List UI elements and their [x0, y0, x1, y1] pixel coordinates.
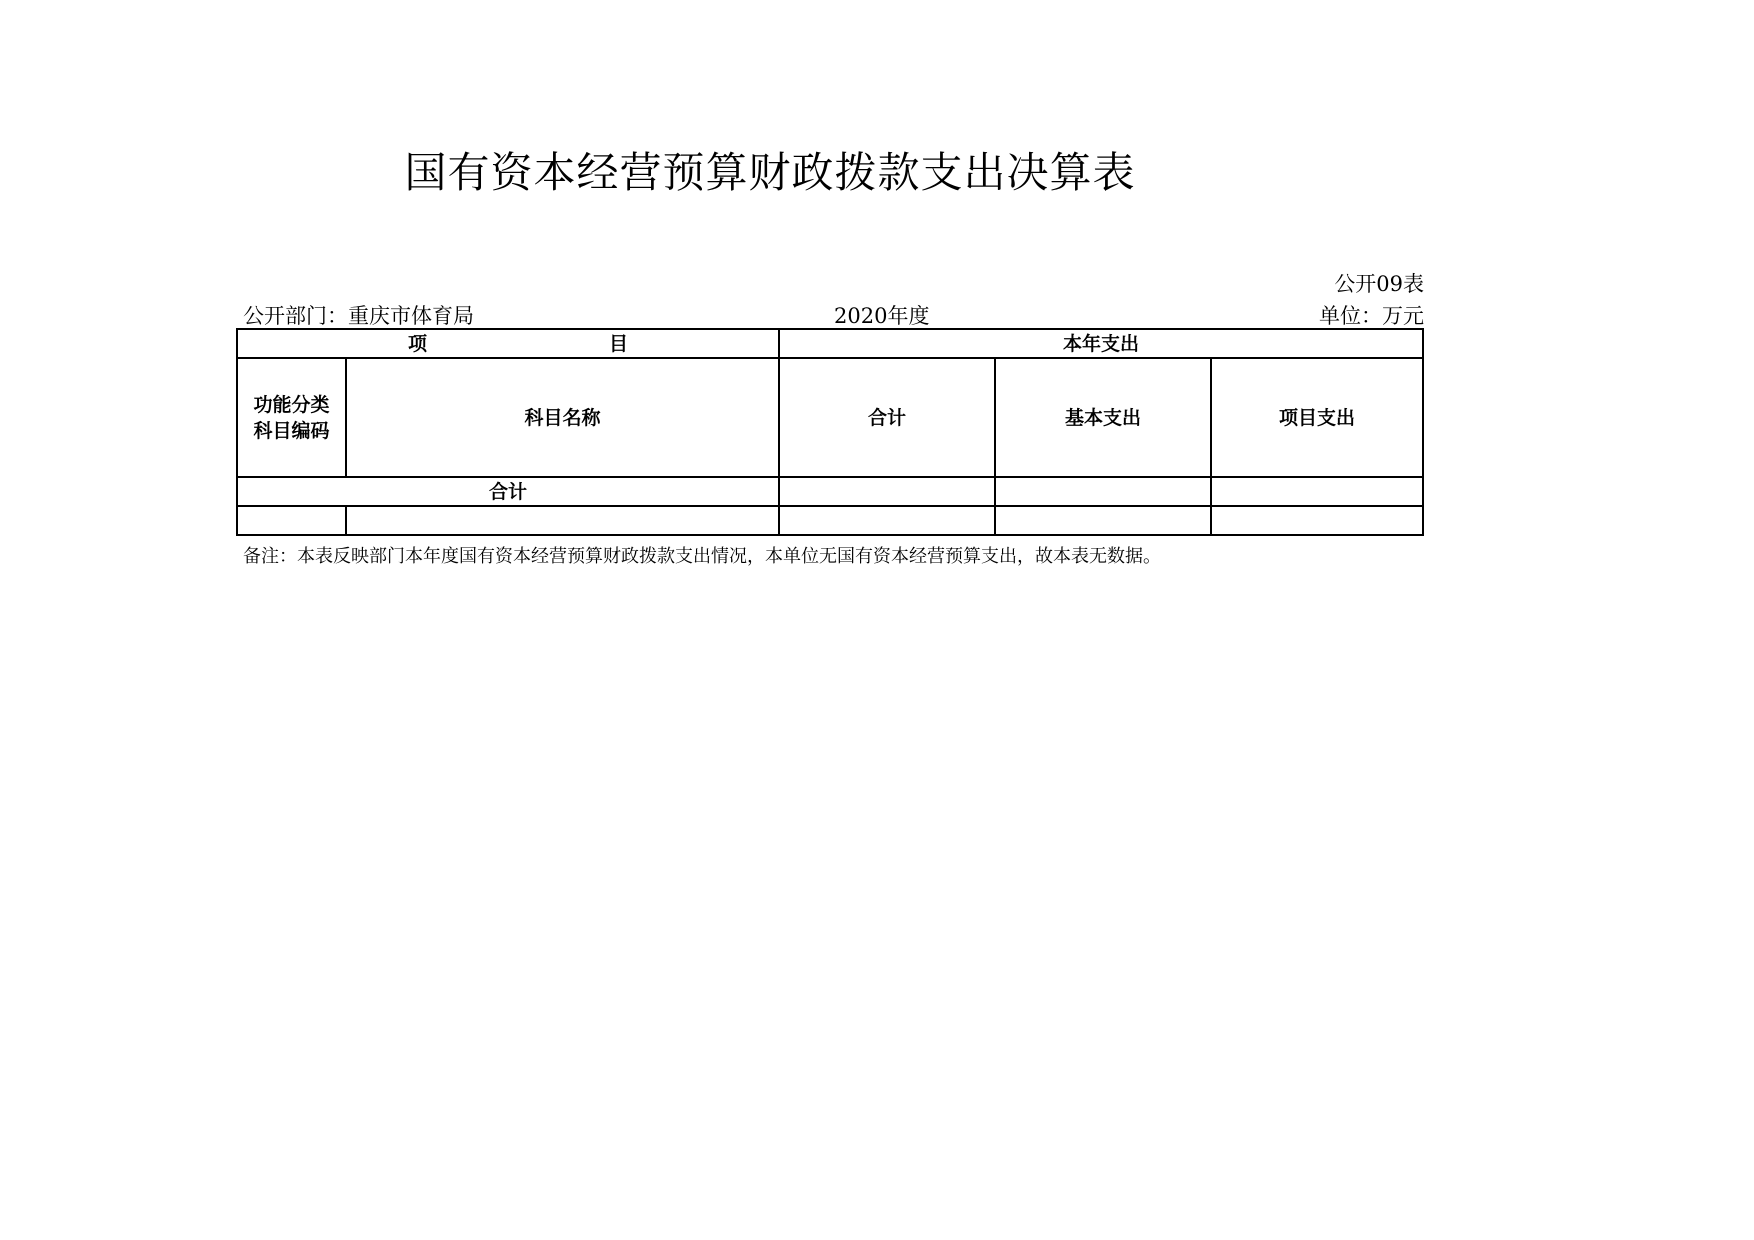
footnote: 备注：本表反映部门本年度国有资本经营预算财政拨款支出情况，本单位无国有资本经营预算支出，故本表无数据。 — [243, 546, 1161, 567]
header-current-year-expenditure: 本年支出 — [779, 329, 1423, 358]
total-row — [237, 477, 1423, 506]
row-basic-cell — [995, 506, 1211, 535]
row-name-cell — [346, 506, 779, 535]
table-subheader-row — [237, 358, 1423, 477]
department-label: 公开部门：重庆市体育局 — [243, 304, 474, 328]
row-total-cell — [779, 506, 995, 535]
col-total: 合计 — [779, 358, 995, 477]
total-row-label: 合计 — [237, 477, 779, 506]
col-subject-name: 科目名称 — [346, 358, 779, 477]
header-project-right: 目 — [608, 332, 628, 355]
total-row-project — [1211, 477, 1423, 506]
total-row-basic — [995, 477, 1211, 506]
total-row-total — [779, 477, 995, 506]
col-basic-expenditure: 基本支出 — [995, 358, 1211, 477]
row-code-cell — [237, 506, 346, 535]
page-title: 国有资本经营预算财政拨款支出决算表 — [404, 148, 1136, 197]
row-project-cell — [1211, 506, 1423, 535]
fiscal-year-label: 2020年度 — [834, 304, 930, 328]
col-function-code: 功能分类科目编码 — [237, 358, 346, 477]
header-project-cell — [237, 329, 779, 358]
unit-label: 单位：万元 — [1319, 304, 1424, 328]
expenditure-table — [236, 328, 1424, 536]
table-row — [237, 506, 1423, 535]
table-header-row — [237, 329, 1423, 358]
col-project-expenditure: 项目支出 — [1211, 358, 1423, 477]
header-project-left: 项 — [408, 332, 428, 355]
form-number: 公开09表 — [1334, 272, 1424, 296]
